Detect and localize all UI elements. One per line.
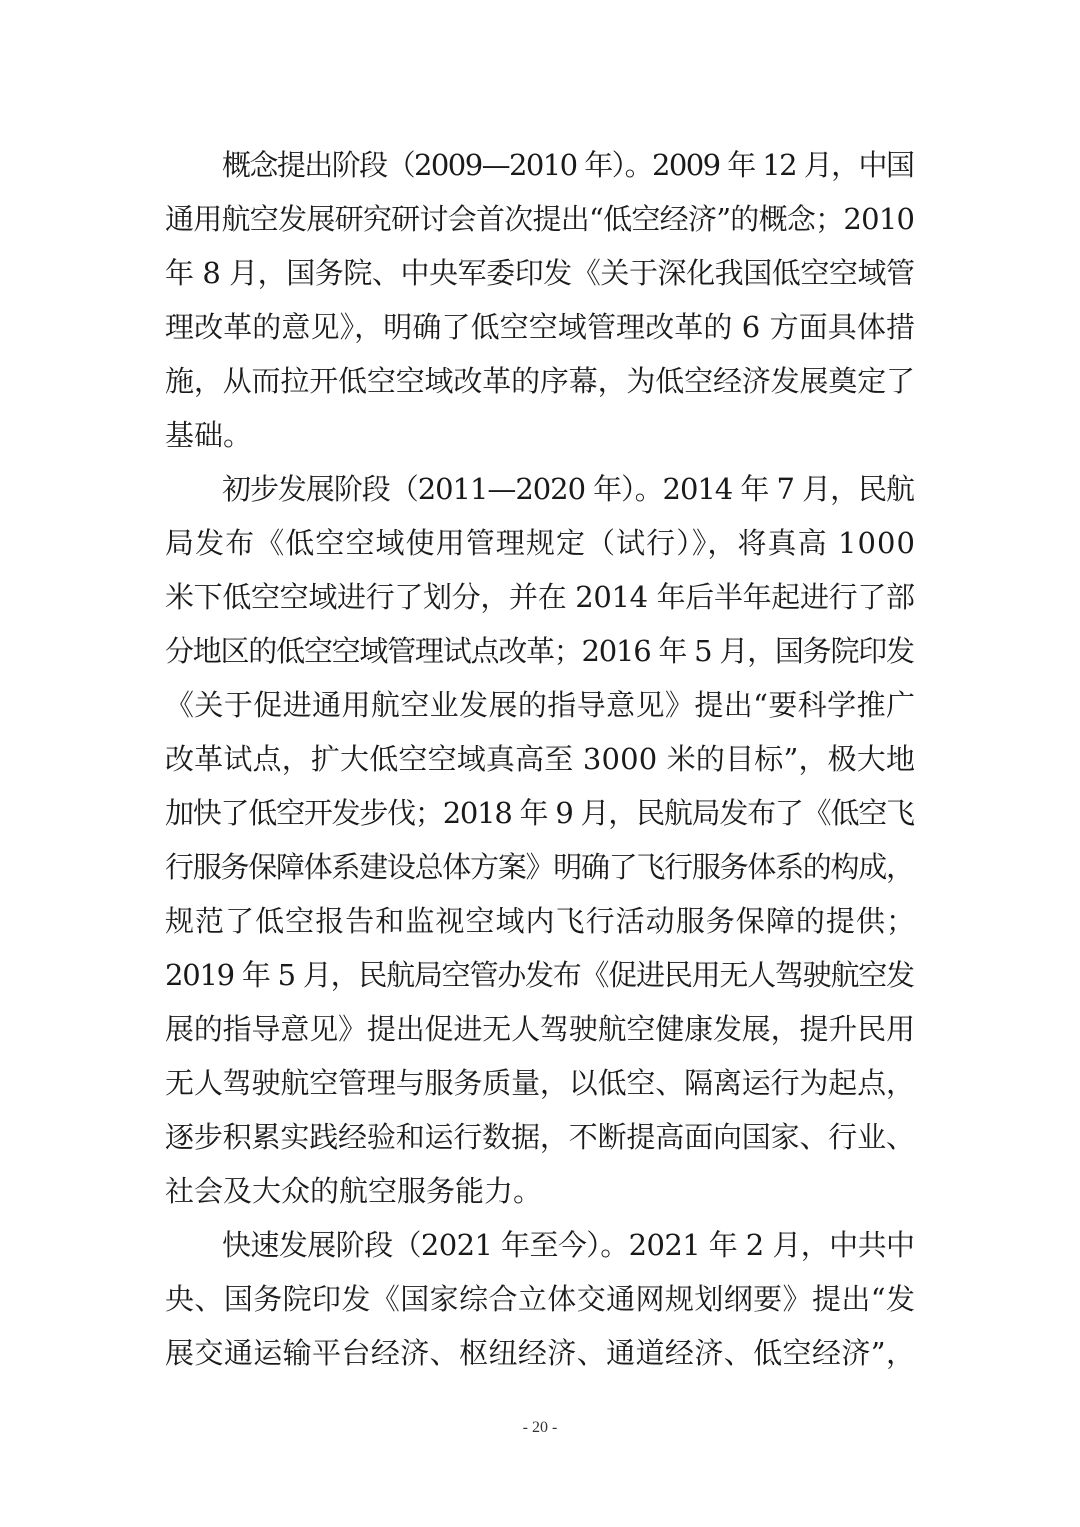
line-text: 展交通运输平台经济、枢纽经济、通道经济、低空经济”， xyxy=(165,1336,916,1370)
line-text: 概念提出阶段（2009—2010 年）。2009 年 12 月，中国 xyxy=(222,148,914,182)
paragraph-2-line-1 xyxy=(0,462,1080,516)
paragraph-2-line-5 xyxy=(0,678,1080,732)
paragraph-2-line-11 xyxy=(0,1002,1080,1056)
line-text: 基础。 xyxy=(165,418,253,452)
line-text: 局发布《低空空域使用管理规定（试行）》，将真高 1000 xyxy=(165,526,917,560)
paragraph-2-line-10 xyxy=(0,948,1080,1002)
paragraph-2-line-4 xyxy=(0,624,1080,678)
paragraph-2-line-8 xyxy=(0,840,1080,894)
paragraph-2-line-7 xyxy=(0,786,1080,840)
line-text: 无人驾驶航空管理与服务质量，以低空、隔离运行为起点， xyxy=(165,1066,915,1100)
paragraph-2-line-12 xyxy=(0,1056,1080,1110)
line-text: 展的指导意见》提出促进无人驾驶航空健康发展，提升民用 xyxy=(165,1012,915,1046)
paragraph-2-line-6 xyxy=(0,732,1080,786)
line-text: 理改革的意见》，明确了低空空域管理改革的 6 方面具体措 xyxy=(165,310,916,344)
line-text: 分地区的低空空域管理试点改革；2016 年 5 月，国务院印发 xyxy=(165,634,914,668)
line-text: 2019 年 5 月，民航局空管办发布《促进民用无人驾驶航空发 xyxy=(165,958,914,992)
line-text: 加快了低空开发步伐；2018 年 9 月，民航局发布了《低空飞 xyxy=(165,796,914,830)
paragraph-2-line-9 xyxy=(0,894,1080,948)
line-text: 米下低空空域进行了划分，并在 2014 年后半年起进行了部 xyxy=(165,580,915,614)
line-text: 通用航空发展研究研讨会首次提出“低空经济”的概念；2010 xyxy=(165,202,915,236)
line-text: 逐步积累实践经验和运行数据，不断提高面向国家、行业、 xyxy=(165,1120,915,1154)
paragraph-2-line-14 xyxy=(0,1164,1080,1218)
line-text: 改革试点，扩大低空空域真高至 3000 米的目标”，极大地 xyxy=(165,742,916,776)
paragraph-3-line-2 xyxy=(0,1272,1080,1326)
line-text: 年 8 月，国务院、中央军委印发《关于深化我国低空空域管 xyxy=(165,256,915,290)
line-text: 规范了低空报告和监视空域内飞行活动服务保障的提供； xyxy=(165,904,917,938)
line-text: 社会及大众的航空服务能力。 xyxy=(165,1174,543,1208)
paragraph-2-line-2 xyxy=(0,516,1080,570)
paragraph-3-line-3 xyxy=(0,1326,1080,1380)
paragraph-2-line-13 xyxy=(0,1110,1080,1164)
page-number: - 20 - xyxy=(522,1419,558,1436)
paragraph-1-line-1 xyxy=(0,138,1080,192)
line-text: 快速发展阶段（2021 年至今）。2021 年 2 月，中共中 xyxy=(222,1228,915,1262)
line-text: 初步发展阶段（2011—2020 年）。2014 年 7 月，民航 xyxy=(222,472,914,506)
paragraph-3-line-1 xyxy=(0,1218,1080,1272)
paragraph-2-line-3 xyxy=(0,570,1080,624)
line-text: 《关于促进通用航空业发展的指导意见》提出“要科学推广 xyxy=(165,688,916,722)
line-text: 央、国务院印发《国家综合立体交通网规划纲要》提出“发 xyxy=(165,1282,916,1316)
line-text: 施，从而拉开低空空域改革的序幕，为低空经济发展奠定了 xyxy=(165,364,915,398)
paragraph-1-line-6 xyxy=(0,408,1080,462)
paragraph-1-line-5 xyxy=(0,354,1080,408)
paragraph-1-line-2 xyxy=(0,192,1080,246)
paragraph-1-line-4 xyxy=(0,300,1080,354)
paragraph-1-line-3 xyxy=(0,246,1080,300)
line-text: 行服务保障体系建设总体方案》明确了飞行服务体系的构成， xyxy=(165,850,914,884)
